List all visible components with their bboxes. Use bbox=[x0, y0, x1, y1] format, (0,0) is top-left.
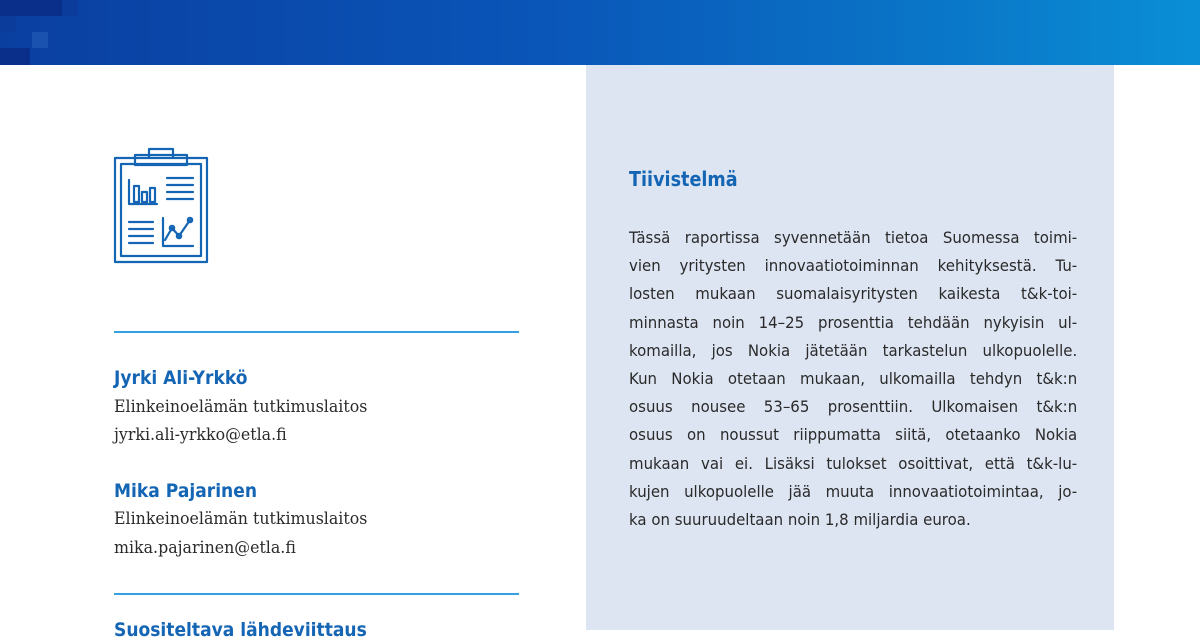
summary-text-line: mukaan vai ei. Lisäksi tulokset osoittivat, että t&k-lu- bbox=[629, 453, 1078, 473]
top-banner bbox=[0, 0, 1200, 65]
banner-pixel-block bbox=[32, 32, 48, 48]
author-name: Mika Pajarinen bbox=[114, 480, 258, 502]
author-name: Jyrki Ali-Yrkkö bbox=[114, 367, 248, 389]
summary-text-line: kujen ulkopuolelle jää muuta innovaatiotoimintaa, jo- bbox=[629, 481, 1078, 501]
banner-pixel-block bbox=[0, 0, 62, 16]
author-email-link[interactable]: mika.pajarinen@etla.fi bbox=[114, 538, 296, 558]
clipboard-report-icon bbox=[113, 146, 209, 266]
author-organization: Elinkeinoelämän tutkimuslaitos bbox=[114, 397, 368, 417]
banner-pixel-block bbox=[0, 48, 30, 65]
summary-text-line: Tässä raportissa syvennetään tietoa Suomessa toimi- bbox=[629, 228, 1078, 247]
summary-text-line: ka on suuruudeltaan noin 1,8 miljardia euroa. bbox=[629, 510, 971, 530]
summary-panel bbox=[586, 65, 1114, 630]
summary-text-line: minnasta noin 14–25 prosenttia tehdään nykyisin ul- bbox=[629, 312, 1078, 332]
banner-pixel-block bbox=[0, 16, 16, 32]
section-divider bbox=[114, 331, 519, 333]
summary-body bbox=[629, 224, 1077, 534]
author-email-link[interactable]: jyrki.ali-yrkko@etla.fi bbox=[114, 425, 287, 445]
summary-text-line: Kun Nokia otetaan mukaan, ulkomailla tehdyn t&k:n bbox=[629, 369, 1078, 389]
summary-text-line: komailla, jos Nokia jätetään tarkastelun ulkopuolelle. bbox=[629, 340, 1078, 360]
section-divider bbox=[114, 593, 519, 595]
summary-text-line: losten mukaan suomalaisyritysten kaikesta t&k-toi- bbox=[629, 284, 1078, 304]
summary-text-line: osuus on noussut riippumatta siitä, otetaanko Nokia bbox=[629, 425, 1078, 445]
recommended-citation-heading: Suositeltava lähdeviittaus bbox=[114, 619, 367, 641]
author-organization: Elinkeinoelämän tutkimuslaitos bbox=[114, 509, 368, 529]
banner-pixel-block bbox=[62, 0, 78, 16]
summary-text-line: osuus nousee 53–65 prosenttiin. Ulkomaisen t&k:n bbox=[629, 397, 1078, 417]
summary-heading: Tiivistelmä bbox=[629, 167, 738, 191]
summary-text-line: vien yritysten innovaatiotoiminnan kehityksestä. Tu- bbox=[629, 256, 1078, 276]
